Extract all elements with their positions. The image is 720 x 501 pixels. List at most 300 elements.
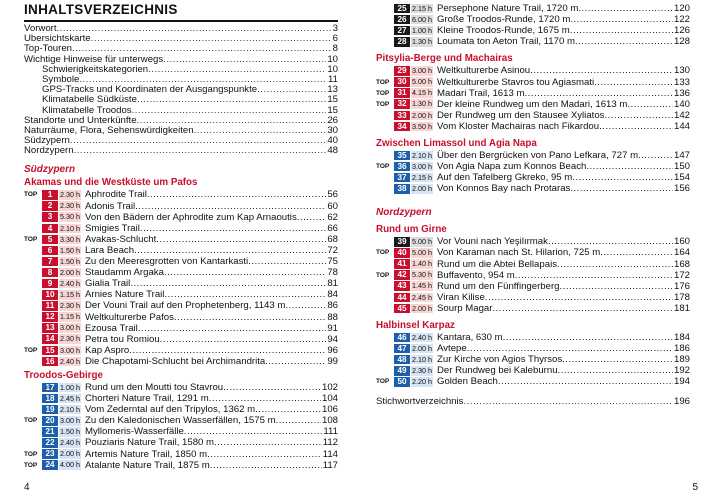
hike-duration: 2.40 h	[412, 332, 432, 342]
hike-name: Kantara, 630 m	[437, 332, 503, 344]
toc-entry-label: Nordzypern	[24, 146, 74, 157]
hike-page: 60	[327, 200, 338, 212]
hike-duration: 1.00 h	[412, 25, 432, 35]
hike-entry[interactable]	[24, 437, 338, 448]
hike-name: Kap Aspro	[85, 344, 130, 356]
hike-name: Pouziaris Nature Trail, 1580 m	[85, 437, 215, 449]
leader-dots	[174, 312, 326, 323]
hike-page: 136	[673, 87, 690, 99]
hike-entry[interactable]	[376, 76, 690, 87]
hike-name: Lara Beach	[85, 244, 135, 256]
hike-name: Sourp Magar	[437, 302, 493, 314]
top-badge: TOP	[24, 346, 38, 354]
hike-name: Von Karaman nach St. Hilarion, 725 m	[437, 247, 601, 259]
hike-name: Avtepe	[437, 343, 467, 355]
toc-entry-page: 8	[332, 44, 338, 55]
leader-dots	[285, 300, 326, 311]
hike-entry[interactable]	[376, 110, 690, 121]
toc-entry-page: 10	[327, 54, 338, 65]
hike-duration: 3.00 h	[412, 161, 432, 171]
hike-page: 184	[673, 332, 690, 344]
toc-entry[interactable]	[24, 24, 338, 34]
hike-page: 86	[327, 300, 338, 312]
hike-number-badge: 32	[394, 99, 410, 109]
leader-dots	[257, 85, 326, 95]
leader-dots	[79, 75, 327, 85]
leader-dots	[248, 256, 326, 267]
hike-entry[interactable]	[24, 311, 338, 322]
leader-dots	[627, 99, 673, 110]
toc-entry-page: 10	[327, 64, 338, 75]
hike-duration: 2.10 h	[412, 354, 432, 364]
hike-number-badge: 34	[394, 122, 410, 132]
leader-dots	[209, 393, 321, 404]
hike-name: Vom Zederntal auf den Tripylos, 1362 m	[85, 404, 256, 416]
hike-duration: 2.20 h	[412, 377, 432, 387]
leader-dots	[164, 267, 326, 278]
toc-entry-label: Klimatabelle Troodos	[42, 105, 132, 116]
leader-dots	[137, 116, 327, 126]
hike-page: 96	[327, 344, 338, 356]
hike-duration: 1.30 h	[412, 37, 432, 47]
toc-entry-page: 48	[327, 146, 338, 157]
hike-number-badge: 6	[42, 246, 58, 256]
page-number-right: 5	[692, 482, 698, 493]
hike-duration: 2.00 h	[60, 267, 80, 277]
top-badge: TOP	[24, 235, 38, 243]
hike-page: 106	[321, 404, 338, 416]
leader-dots	[132, 106, 327, 116]
hike-page: 128	[673, 36, 690, 48]
region-heading-south: Südzypern	[24, 164, 76, 176]
leader-dots	[147, 189, 326, 200]
hike-name: Der Rundweg um den Stausee Xyliatos	[437, 109, 605, 121]
hike-number-badge: 27	[394, 26, 410, 36]
top-badge: TOP	[376, 249, 390, 257]
hike-duration: 2.30 h	[60, 190, 80, 200]
hike-number-badge: 44	[394, 293, 410, 303]
hike-page: 75	[327, 256, 338, 268]
hike-duration: 5.30 h	[412, 270, 432, 280]
hike-page: 56	[327, 189, 338, 201]
hike-entry[interactable]	[24, 393, 338, 404]
hike-page: 189	[673, 354, 690, 366]
hike-name: Avakas-Schlucht	[85, 233, 157, 245]
hike-number-badge: 40	[394, 248, 410, 258]
hike-entry[interactable]	[376, 150, 690, 161]
hike-duration: 1.40 h	[412, 259, 432, 269]
hike-page: 181	[673, 302, 690, 314]
hike-duration: 3.00 h	[60, 323, 80, 333]
hike-name: Atalante Nature Trail, 1875 m	[85, 459, 210, 471]
leader-dots	[57, 24, 332, 34]
hike-number-badge: 16	[42, 357, 58, 367]
hike-number-badge: 29	[394, 66, 410, 76]
hike-name: Buffavento, 954 m	[437, 269, 515, 281]
toc-entry[interactable]	[24, 85, 338, 95]
hike-entry[interactable]	[376, 303, 690, 314]
toc-entry-label: Naturräume, Flora, Sehenswürdigkeiten	[24, 125, 194, 136]
hike-duration: 2.15 h	[412, 172, 432, 182]
hike-number-badge: 36	[394, 162, 410, 172]
top-badge: TOP	[24, 450, 38, 458]
section-heading: Troodos-Gebirge	[24, 369, 103, 381]
hike-name: Adonis Trail	[85, 200, 136, 212]
hike-name: Die Chapotami-Schlucht bei Archimandrita	[85, 355, 266, 367]
hike-entry[interactable]	[24, 449, 338, 460]
hike-duration: 2.00 h	[60, 449, 80, 459]
hike-page: 186	[673, 343, 690, 355]
hike-name: Ezousa Trail	[85, 322, 138, 334]
leader-dots	[570, 25, 673, 36]
hike-entry[interactable]	[24, 201, 338, 212]
hike-entry[interactable]	[24, 356, 338, 367]
hike-name: Der Rundweg bei Kaleburnu	[437, 365, 558, 377]
hike-name: Chorteri Nature Trail, 1291 m	[85, 393, 209, 405]
hike-name: Myllomeris-Wasserfälle	[85, 426, 184, 438]
hike-page: 66	[327, 222, 338, 234]
hike-page: 91	[327, 322, 338, 334]
section-heading: Pitsylia-Berge und Machairas	[376, 53, 513, 65]
leader-dots	[599, 121, 673, 132]
hike-number-badge: 24	[42, 460, 58, 470]
leader-dots	[463, 397, 673, 407]
hike-number-badge: 22	[42, 438, 58, 448]
hike-name: Artemis Nature Trail, 1850 m	[85, 448, 208, 460]
hike-duration: 5.00 h	[412, 248, 432, 258]
hike-page: 94	[327, 333, 338, 345]
toc-entry-label: Südzypern	[24, 136, 70, 147]
hike-duration: 3.00 h	[60, 416, 80, 426]
leader-dots	[562, 354, 673, 365]
section-heading: Zwischen Limassol und Agia Napa	[376, 137, 537, 149]
hike-entry[interactable]	[376, 354, 690, 365]
toc-entry[interactable]	[24, 34, 338, 44]
hike-entry[interactable]	[376, 14, 690, 25]
hike-entry[interactable]	[24, 278, 338, 289]
hike-duration: 1.50 h	[60, 256, 80, 266]
leader-dots	[194, 126, 327, 136]
leader-dots	[130, 278, 326, 289]
hike-entry[interactable]	[24, 267, 338, 278]
hike-entry[interactable]	[376, 88, 690, 99]
hike-page: 154	[673, 172, 690, 184]
leader-dots	[503, 332, 673, 343]
section-heading: Rund um Girne	[376, 224, 447, 236]
hike-entry[interactable]	[376, 65, 690, 76]
hike-page: 99	[327, 355, 338, 367]
hike-page: 126	[673, 25, 690, 37]
leader-dots	[74, 146, 327, 156]
leader-dots	[297, 212, 327, 223]
hike-name: Rund um den Moutti tou Stavrou	[85, 381, 224, 393]
leader-dots	[265, 356, 326, 367]
toc-entry[interactable]	[24, 65, 338, 75]
leader-dots	[135, 201, 326, 212]
hike-duration: 3.30 h	[60, 234, 80, 244]
hike-page: 142	[673, 109, 690, 121]
hike-duration: 4.15 h	[412, 88, 432, 98]
hike-number-badge: 8	[42, 268, 58, 278]
leader-dots	[575, 36, 673, 47]
hike-entry[interactable]	[24, 382, 338, 393]
hike-name: Vom Kloster Machairas nach Fikardou	[437, 120, 600, 132]
leader-dots	[485, 292, 673, 303]
leader-dots	[570, 14, 673, 25]
hike-duration: 2.40 h	[60, 438, 80, 448]
hike-number-badge: 21	[42, 427, 58, 437]
hike-duration: 2.45 h	[412, 292, 432, 302]
hike-page: 160	[673, 236, 690, 248]
hike-duration: 1.00 h	[60, 382, 80, 392]
top-badge: TOP	[24, 461, 38, 469]
toc-entry[interactable]	[24, 126, 338, 136]
hike-number-badge: 35	[394, 151, 410, 161]
hike-page: 114	[322, 448, 338, 460]
hike-entry[interactable]	[24, 415, 338, 426]
hike-duration: 2.30 h	[60, 201, 80, 211]
toc-entry[interactable]	[24, 95, 338, 105]
hike-page: 150	[673, 161, 690, 173]
hike-number-badge: 23	[42, 449, 58, 459]
hike-entry[interactable]	[24, 334, 338, 345]
toc-entry[interactable]	[24, 136, 338, 146]
hike-number-badge: 3	[42, 212, 58, 222]
hike-entry[interactable]	[24, 460, 338, 471]
leader-dots	[72, 44, 332, 54]
hike-number-badge: 47	[394, 344, 410, 354]
hike-number-badge: 4	[42, 224, 58, 234]
leader-dots	[586, 161, 673, 172]
hike-name: Kleine Troodos-Runde, 1675 m	[437, 25, 570, 37]
toc-entry-page: 11	[328, 74, 338, 85]
hike-name: Vor Vouni nach Yeşilırmak	[437, 236, 548, 248]
hike-number-badge: 26	[394, 15, 410, 25]
leader-dots	[214, 437, 322, 448]
leader-dots	[140, 223, 326, 234]
right-toc	[376, 3, 690, 408]
hike-page: 78	[327, 267, 338, 279]
hike-number-badge: 5	[42, 235, 58, 245]
hike-entry[interactable]	[376, 332, 690, 343]
hike-entry[interactable]	[24, 300, 338, 311]
hike-duration: 6.00 h	[412, 14, 432, 24]
hike-duration: 2.30 h	[60, 334, 80, 344]
hike-entry[interactable]	[376, 121, 690, 132]
hike-number-badge: 49	[394, 366, 410, 376]
hike-entry[interactable]	[24, 212, 338, 223]
toc-entry-label: Klimatabelle Südküste	[42, 95, 137, 106]
section-heading: Halbinsel Karpaz	[376, 319, 455, 331]
page-title: INHALTSVERZEICHNIS	[24, 2, 178, 17]
hike-page: 120	[673, 3, 690, 15]
hike-entry[interactable]	[24, 223, 338, 234]
hike-duration: 1.15 h	[60, 312, 80, 322]
leader-dots	[70, 136, 326, 146]
hike-number-badge: 33	[394, 111, 410, 121]
hike-page: 156	[673, 183, 690, 195]
hike-entry[interactable]	[376, 36, 690, 47]
hike-entry[interactable]	[376, 99, 690, 110]
hike-entry[interactable]	[376, 183, 690, 194]
hike-entry[interactable]	[24, 345, 338, 356]
hike-entry[interactable]	[24, 245, 338, 256]
hike-page: 133	[673, 76, 690, 88]
index-page: 196	[673, 397, 690, 408]
hike-page: 178	[673, 291, 690, 303]
hike-number-badge: 14	[42, 334, 58, 344]
hike-name: Auf den Tafelberg Gkreko, 95 m	[437, 172, 573, 184]
toc-entry-page: 40	[327, 136, 338, 147]
hike-entry[interactable]	[24, 404, 338, 415]
hike-duration: 5.00 h	[412, 77, 432, 87]
hike-entry[interactable]	[24, 234, 338, 245]
hike-name: Golden Beach	[437, 376, 498, 388]
hike-duration: 2.10 h	[412, 150, 432, 160]
leader-dots	[560, 281, 673, 292]
hike-entry[interactable]	[24, 189, 338, 200]
hike-entry[interactable]	[376, 161, 690, 172]
hike-number-badge: 1	[42, 190, 58, 200]
hike-number-badge: 2	[42, 201, 58, 211]
leader-dots	[530, 65, 673, 76]
hike-name: Zu den Meeresgrotten von Kantarkasti	[85, 256, 249, 268]
hike-page: 111	[323, 426, 338, 438]
hike-number-badge: 46	[394, 333, 410, 343]
hike-name: Weltkulturerbe Pafos	[85, 311, 174, 323]
leader-dots	[210, 460, 322, 471]
hike-entry[interactable]	[376, 172, 690, 183]
hike-page: 168	[673, 258, 690, 270]
hike-entry[interactable]	[376, 3, 690, 14]
hike-duration: 1.50 h	[60, 245, 80, 255]
hike-number-badge: 37	[394, 173, 410, 183]
leader-dots	[515, 270, 673, 281]
hike-entry[interactable]	[376, 25, 690, 36]
toc-entry[interactable]	[24, 146, 338, 156]
hike-duration: 2.00 h	[412, 184, 432, 194]
hike-number-badge: 18	[42, 394, 58, 404]
hike-page: 62	[327, 211, 338, 223]
toc-entry[interactable]	[24, 75, 338, 85]
top-badge: TOP	[376, 271, 390, 279]
region-heading-north: Nordzypern	[376, 207, 432, 219]
hike-number-badge: 25	[394, 4, 410, 14]
hike-name: Weltkulturerbe Stavros tou Agiasmati	[437, 76, 595, 88]
toc-entry-page: 15	[327, 105, 338, 116]
hike-number-badge: 13	[42, 323, 58, 333]
spacer	[376, 194, 690, 206]
hike-number-badge: 28	[394, 37, 410, 47]
hike-entry[interactable]	[24, 256, 338, 267]
hike-duration: 2.45 h	[60, 393, 80, 403]
hike-duration: 2.10 h	[60, 404, 80, 414]
hike-name: Von Agia Napa zum Konnos Beach	[437, 161, 587, 173]
hike-duration: 5.00 h	[412, 237, 432, 247]
index-entry[interactable]	[376, 397, 690, 407]
hike-duration: 1.15 h	[60, 290, 80, 300]
hike-name: Über den Bergrücken von Pano Lefkara, 727 m	[437, 149, 639, 161]
leader-dots	[600, 247, 673, 258]
toc-entry[interactable]	[24, 116, 338, 126]
leader-dots	[91, 34, 332, 44]
hike-entry[interactable]	[24, 289, 338, 300]
toc-entry[interactable]	[24, 44, 338, 54]
hike-entry[interactable]	[24, 323, 338, 334]
hike-duration: 1.30 h	[412, 99, 432, 109]
toc-entry-page: 6	[332, 34, 338, 45]
toc-entry[interactable]	[24, 55, 338, 65]
hike-entry[interactable]	[376, 343, 690, 354]
hike-number-badge: 45	[394, 304, 410, 314]
top-badge: TOP	[24, 417, 38, 425]
hike-entry[interactable]	[24, 426, 338, 437]
hike-name: Arnies Nature Trail	[85, 289, 165, 301]
hike-entry[interactable]	[376, 270, 690, 281]
hike-number-badge: 43	[394, 281, 410, 291]
toc-entry-page: 3	[332, 24, 338, 34]
hike-number-badge: 20	[42, 416, 58, 426]
hike-page: 172	[673, 269, 690, 281]
leader-dots	[572, 172, 673, 183]
toc-entry-page: 13	[327, 85, 338, 96]
spacer	[24, 156, 338, 163]
hike-number-badge: 48	[394, 355, 410, 365]
hike-duration: 2.00 h	[412, 303, 432, 313]
hike-page: 144	[673, 120, 690, 132]
hike-entry[interactable]	[376, 281, 690, 292]
hike-entry[interactable]	[376, 259, 690, 270]
toc-entry[interactable]	[24, 106, 338, 116]
leader-dots	[255, 404, 321, 415]
hike-page: 108	[321, 415, 338, 427]
top-badge: TOP	[376, 78, 390, 86]
hike-page: 117	[322, 459, 338, 471]
page-number-left: 4	[24, 482, 30, 493]
section-heading: Akamas und die Westküste um Pafos	[24, 177, 198, 189]
hike-entry[interactable]	[376, 376, 690, 387]
hike-page: 130	[673, 65, 690, 77]
hike-entry[interactable]	[376, 365, 690, 376]
hike-page: 176	[673, 280, 690, 292]
leader-dots	[134, 245, 326, 256]
hike-entry[interactable]	[376, 247, 690, 258]
hike-name: Der Vouni Trail auf den Prophetenberg, 1143 m	[85, 300, 286, 312]
hike-number-badge: 19	[42, 405, 58, 415]
hike-entry[interactable]	[376, 236, 690, 247]
top-badge: TOP	[376, 163, 390, 171]
hike-page: 104	[321, 393, 338, 405]
hike-name: Große Troodos-Runde, 1720 m	[437, 14, 571, 26]
leader-dots	[164, 289, 326, 300]
hike-duration: 3.00 h	[412, 66, 432, 76]
hike-duration: 2.30 h	[412, 366, 432, 376]
top-badge: TOP	[376, 378, 390, 386]
hike-number-badge: 17	[42, 383, 58, 393]
hike-entry[interactable]	[376, 292, 690, 303]
toc-entry-label: GPS-Tracks und Koordinaten der Ausgangspunkte	[42, 85, 258, 96]
hike-page: 81	[327, 278, 338, 290]
hike-duration: 3.50 h	[412, 121, 432, 131]
toc-entry-label: Wichtige Hinweise für unterwegs	[24, 54, 164, 65]
leader-dots	[604, 110, 673, 121]
toc-entry-label: Vorwort	[24, 24, 57, 34]
hike-number-badge: 38	[394, 184, 410, 194]
hike-name: Loumata ton Aeton Trail, 1170 m	[437, 36, 575, 48]
hike-name: Madari Trail, 1613 m	[437, 87, 525, 99]
hike-name: Zur Kirche von Agios Thyrsos	[437, 354, 563, 366]
hike-number-badge: 12	[42, 312, 58, 322]
